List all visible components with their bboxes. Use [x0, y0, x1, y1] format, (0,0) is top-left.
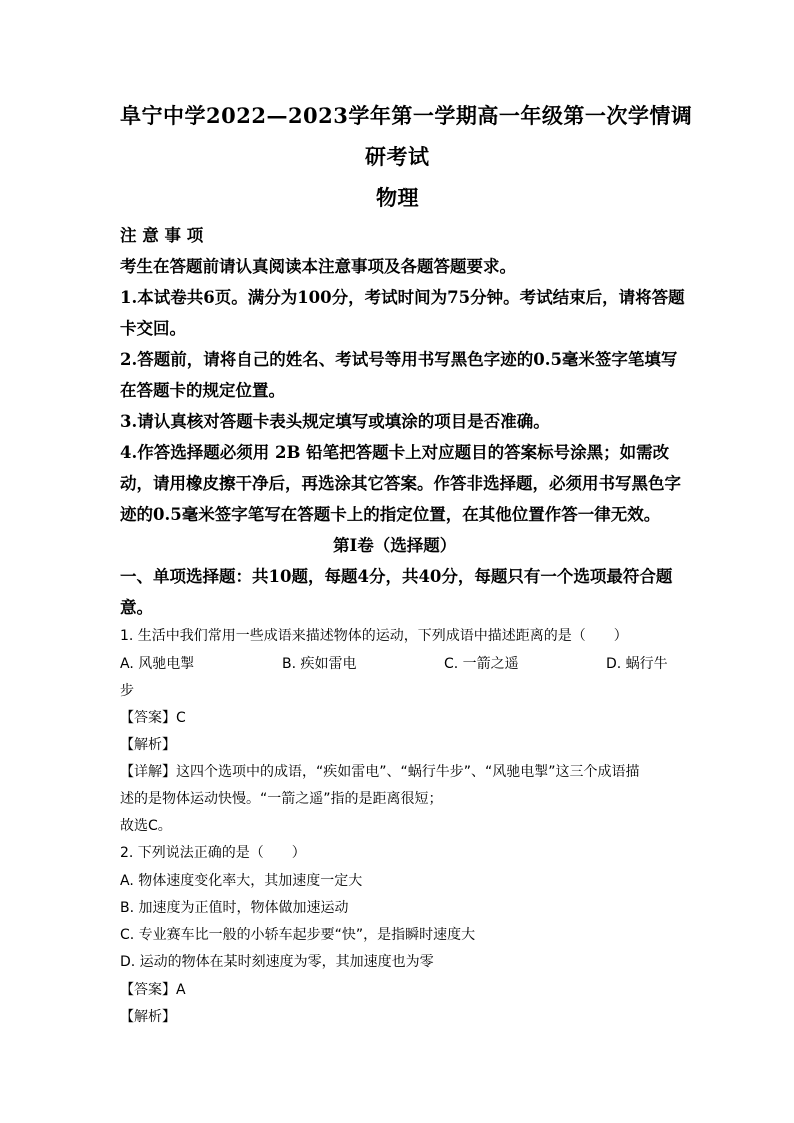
notice-item-4-cont2: 迹的0.5毫米签字笔写在答题卡上的指定位置，在其他位置作答一律无效。 — [120, 505, 661, 524]
notice-intro: 考生在答题前请认真阅读本注意事项及各题答题要求。 — [120, 257, 516, 276]
q1-detail-line1: 【详解】这四个选项中的成语，“疾如雷电”、“蜗行牛步”、“风驰电掣”这三个成语描 — [120, 764, 640, 780]
subject-title: 物理 — [376, 185, 419, 210]
notice-item-2: 2.答题前，请将自己的姓名、考试号等用书写黑色字迹的0.5毫米签字笔填写 — [120, 350, 678, 369]
q1-option-d: D. 蜗行牛 — [606, 656, 668, 672]
q1-option-a: A. 风驰电掣 — [120, 656, 195, 672]
q2-option-a: A. 物体速度变化率大，其加速度一定大 — [120, 873, 363, 889]
part-heading-line2: 意。 — [120, 598, 153, 617]
notice-item-1-cont: 卡交回。 — [120, 319, 186, 338]
q2-answer: 【答案】A — [120, 982, 186, 998]
notice-item-3: 3.请认真核对答题卡表头规定填写或填涂的项目是否准确。 — [120, 412, 550, 431]
q2-analysis: 【解析】 — [120, 1009, 176, 1025]
q1-conclusion: 故选C。 — [120, 818, 172, 834]
q2-option-b: B. 加速度为正值时，物体做加速运动 — [120, 900, 349, 916]
q2-option-c: C. 专业赛车比一般的小轿车起步要“快”，是指瞬时速度大 — [120, 927, 476, 943]
q1-answer: 【答案】C — [120, 710, 186, 726]
notice-item-2-cont: 在答题卡的规定位置。 — [120, 381, 285, 400]
q1-option-d-wrap: 步 — [120, 683, 134, 699]
notice-item-4: 4.作答选择题必须用 2B 铅笔把答题卡上对应题目的答案标号涂黑；如需改 — [120, 443, 670, 462]
notice-item-4-cont1: 动，请用橡皮擦干净后，再选涂其它答案。作答非选择题，必须用书写黑色字 — [120, 474, 681, 493]
q1-analysis: 【解析】 — [120, 737, 176, 753]
volume-title: 第I卷（选择题） — [333, 536, 457, 555]
notice-heading: 注 意 事 项 — [120, 226, 204, 245]
exam-title-line1: 阜宁中学2022—2023学年第一学期高一年级第一次学情调 — [120, 103, 693, 128]
q1-stem: 1. 生活中我们常用一些成语来描述物体的运动，下列成语中描述距离的是（ ） — [120, 628, 628, 644]
q1-option-c: C. 一箭之遥 — [444, 656, 519, 672]
q2-option-d: D. 运动的物体在某时刻速度为零，其加速度也为零 — [120, 954, 434, 970]
exam-title-line2: 研考试 — [365, 144, 430, 169]
notice-item-1: 1.本试卷共6页。满分为100分，考试时间为75分钟。考试结束后，请将答题 — [120, 288, 685, 307]
part-heading-line1: 一、单项选择题：共10题，每题4分，共40分，每题只有一个选项最符合题 — [120, 567, 673, 586]
q1-detail-line2: 述的是物体运动快慢。“一箭之遥”指的是距离很短； — [120, 791, 443, 807]
q2-stem: 2. 下列说法正确的是（ ） — [120, 845, 306, 861]
q1-option-b: B. 疾如雷电 — [282, 656, 357, 672]
